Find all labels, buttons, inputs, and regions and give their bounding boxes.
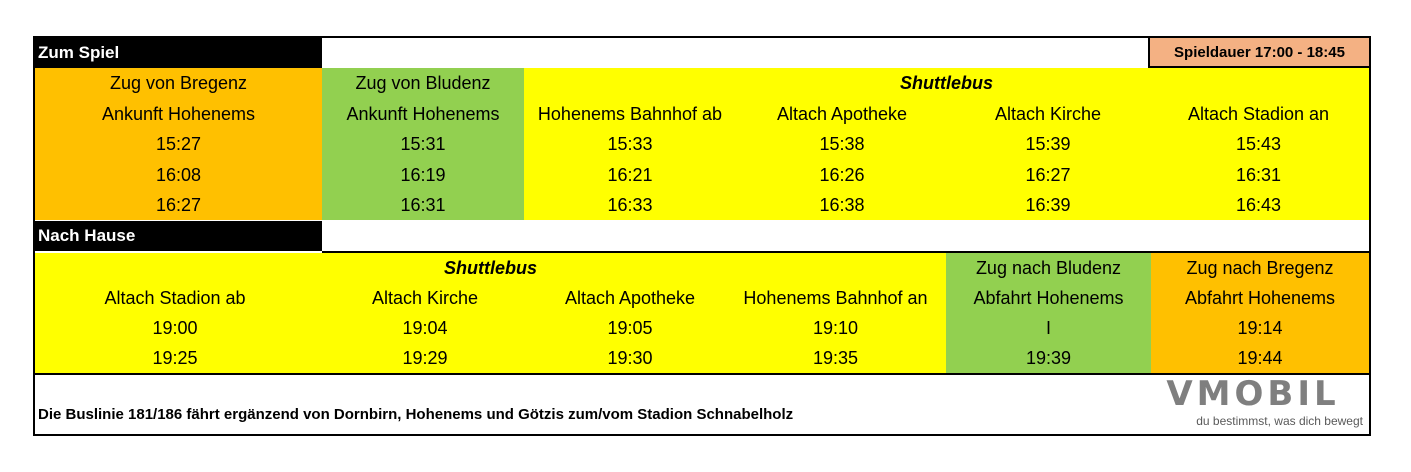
- time-cell: 19:30: [607, 347, 653, 368]
- time-cell: 15:31: [400, 133, 446, 154]
- time-cell: 19:29: [402, 347, 448, 368]
- time-cell: 16:31: [1235, 164, 1282, 185]
- time-cell: I: [1045, 317, 1051, 338]
- vmobil-logo: VMOBIL: [1166, 374, 1340, 414]
- time-cell: 16:08: [155, 164, 202, 185]
- time-cell: 19:35: [812, 347, 859, 368]
- shuttle-to-home-title: Shuttlebus: [444, 257, 537, 278]
- time-cell: 19:44: [1237, 347, 1283, 368]
- time-cell: 19:25: [152, 347, 198, 368]
- train-to-bludenz-sub: Abfahrt Hohenems: [973, 287, 1124, 308]
- time-cell: 15:39: [1025, 133, 1071, 154]
- timetable-sheet: [33, 36, 1371, 436]
- train-to-bregenz-title: Zug nach Bregenz: [1186, 257, 1334, 278]
- match-time-badge: Spieldauer 17:00 - 18:45: [1148, 38, 1369, 68]
- section-header-to-home: Nach Hause: [35, 221, 322, 251]
- train-from-bludenz-sub: Ankunft Hohenems: [346, 103, 500, 124]
- time-cell: 15:27: [155, 133, 202, 154]
- time-cell: 16:33: [607, 194, 653, 215]
- time-cell: 16:39: [1025, 194, 1071, 215]
- stop-altach-kirche: Altach Kirche: [994, 103, 1102, 124]
- vmobil-slogan: du bestimmst, was dich bewegt: [1196, 414, 1363, 428]
- time-cell: 19:39: [1025, 347, 1072, 368]
- train-from-bregenz-title: Zug von Bregenz: [109, 72, 248, 93]
- stop-altach-apotheke-return: Altach Apotheke: [564, 287, 696, 308]
- train-to-bludenz-title: Zug nach Bludenz: [975, 257, 1122, 278]
- time-cell: 16:26: [819, 164, 865, 185]
- time-cell: 19:05: [607, 317, 653, 338]
- time-cell: 15:38: [819, 133, 865, 154]
- stop-hohenems-bahnhof-an: Hohenems Bahnhof an: [743, 287, 928, 308]
- time-cell: 19:04: [402, 317, 448, 338]
- train-from-bregenz-sub: Ankunft Hohenems: [101, 103, 256, 124]
- time-cell: 19:10: [812, 317, 859, 338]
- time-cell: 16:27: [155, 194, 202, 215]
- time-cell: 16:43: [1235, 194, 1282, 215]
- shuttle-to-game-title: Shuttlebus: [900, 72, 993, 93]
- stop-altach-kirche-return: Altach Kirche: [371, 287, 479, 308]
- time-cell: 16:31: [400, 194, 446, 215]
- time-cell: 19:00: [152, 317, 198, 338]
- time-cell: 16:38: [819, 194, 865, 215]
- stop-hohenems-bahnhof-ab: Hohenems Bahnhof ab: [537, 103, 723, 124]
- section-header-to-game: Zum Spiel: [35, 38, 322, 68]
- time-cell: 19:14: [1237, 317, 1283, 338]
- time-cell: 15:33: [607, 133, 653, 154]
- footer-note: Die Buslinie 181/186 fährt ergänzend von Dornbirn, Hohenems und Götzis zum/vom Stadion Schnabelholz: [38, 406, 794, 423]
- stop-altach-stadion-ab: Altach Stadion ab: [104, 287, 246, 308]
- stop-altach-apotheke: Altach Apotheke: [776, 103, 908, 124]
- time-cell: 16:21: [607, 164, 653, 185]
- time-cell: 16:27: [1025, 164, 1071, 185]
- train-to-bregenz-sub: Abfahrt Hohenems: [1184, 287, 1336, 308]
- time-cell: 16:19: [400, 164, 446, 185]
- stop-altach-stadion-an: Altach Stadion an: [1187, 103, 1330, 124]
- time-cell: 15:43: [1235, 133, 1282, 154]
- train-from-bludenz-title: Zug von Bludenz: [355, 72, 491, 93]
